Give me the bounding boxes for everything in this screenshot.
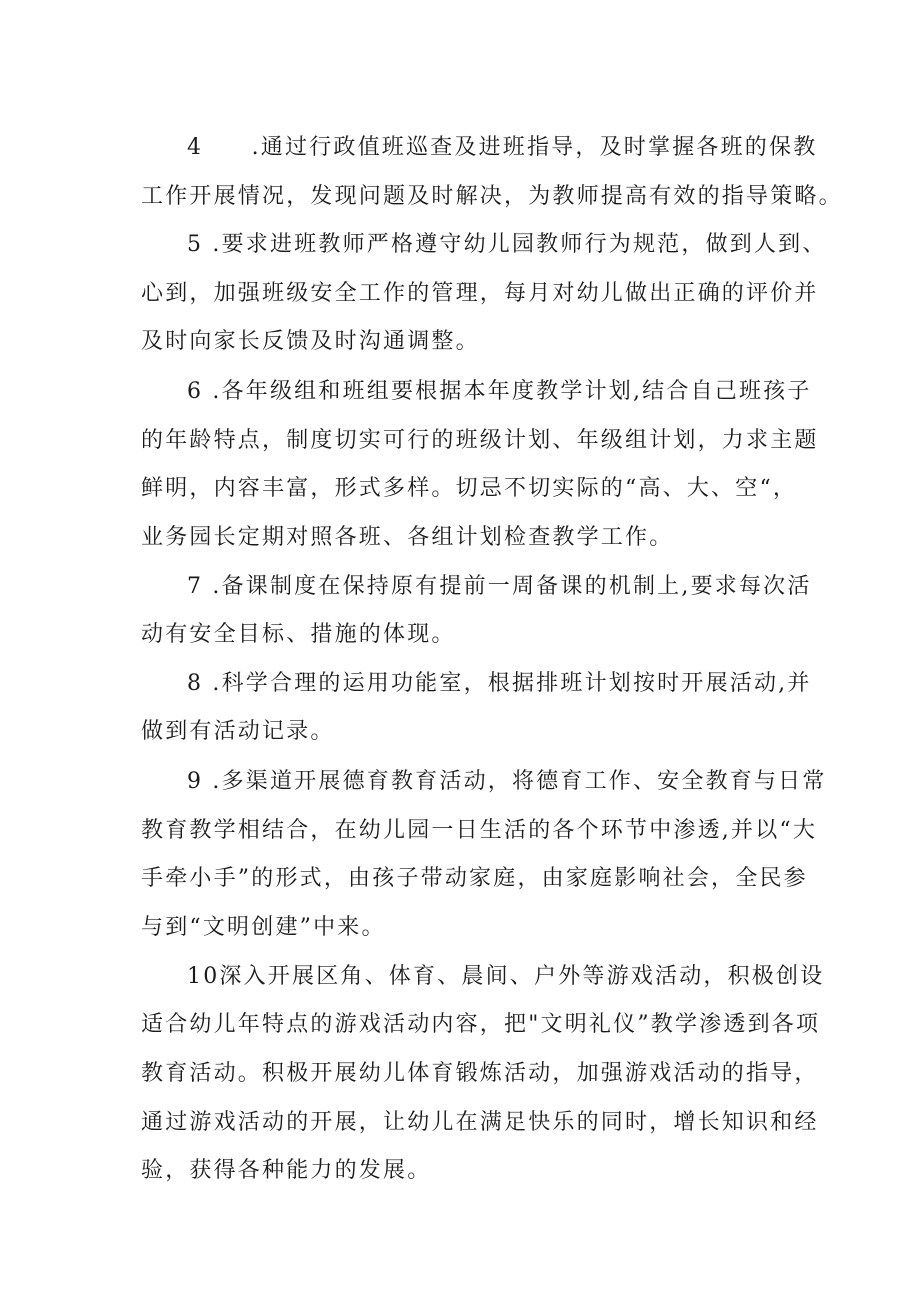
paragraph-8-line-1: 8 .科学合理的运用功能室，根据排班计划按时开展活动,并 <box>187 671 812 696</box>
paragraph-9-line-3: 手牵小手”的形式，由孩子带动家庭，由家庭影响社会，全民参 <box>141 866 808 891</box>
paragraph-10-line-5: 验，获得各种能力的发展。 <box>141 1158 432 1183</box>
paragraph-10-line-1: 10深入开展区角、体育、晨间、户外等游戏活动，积极创设 <box>187 964 825 989</box>
paragraph-9-line-4: 与到“文明创建”中来。 <box>141 915 386 940</box>
paragraph-5-line-2: 心到，加强班级安全工作的管理，每月对幼儿做出正确的评价并 <box>141 281 819 306</box>
paragraph-6-line-4: 业务园长定期对照各班、各组计划检查教学工作。 <box>141 525 674 550</box>
paragraph-9-line-1: 9 .多渠道开展德育教育活动，将德育工作、安全教育与日常 <box>187 769 827 794</box>
paragraph-6-line-3: 鲜明，内容丰富，形式多样。切忌不切实际的“高、大、空“， <box>141 476 798 501</box>
paragraph-10-line-3: 教育活动。积极开展幼儿体育锻炼活动，加强游戏活动的指导， <box>141 1061 819 1086</box>
paragraph-6-line-1: 6 .各年级组和班组要根据本年度教学计划,结合自己班孩子 <box>187 379 812 404</box>
paragraph-4-line-2: 工作开展情况，发现问题及时解决，为教师提高有效的指导策略。 <box>141 184 843 209</box>
paragraph-4-line-1: 4 .通过行政值班巡查及进班指导，及时掌握各班的保教 <box>187 135 818 160</box>
paragraph-10-line-4: 通过游戏活动的开展，让幼儿在满足快乐的同时，增长知识和经 <box>141 1110 819 1135</box>
paragraph-9-line-2: 教育教学相结合，在幼儿园一日生活的各个环节中渗透,并以“大 <box>141 818 818 843</box>
paragraph-5-line-3: 及时向家长反馈及时沟通调整。 <box>141 329 480 354</box>
paragraph-7-line-2: 动有安全目标、措施的体现。 <box>141 622 456 647</box>
paragraph-10-line-2: 适合幼儿年特点的游戏活动内容，把"文明礼仪”教学渗透到各项 <box>141 1012 821 1037</box>
paragraph-6-line-2: 的年龄特点，制度切实可行的班级计划、年级组计划，力求主题 <box>141 428 819 453</box>
paragraph-8-line-2: 做到有活动记录。 <box>141 719 335 744</box>
paragraph-7-line-1: 7 .备课制度在保持原有提前一周备课的机制上,要求每次活 <box>187 574 812 599</box>
paragraph-5-line-1: 5 .要求进班教师严格遵守幼儿园教师行为规范，做到人到、 <box>187 232 827 257</box>
